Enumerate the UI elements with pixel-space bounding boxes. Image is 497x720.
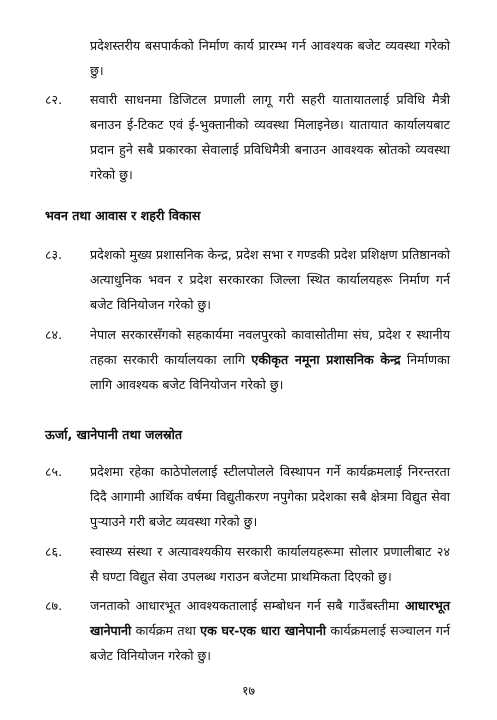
paragraph-number: ८७. — [45, 598, 63, 613]
text-run: प्रदेशको मुख्य प्रशासनिक केन्द्र, प्रदेश सभा र गण्डकी प्रदेश प्रशिक्षण प्रतिष्ठानको अत्याधुनिक भवन र प्रदेश सरकारका जिल्ला स्थित कार्यालयहरू निर्माण गर्न बजेट विनियोजन गरेको छु। — [90, 247, 450, 312]
paragraph-number: ८४. — [45, 327, 63, 342]
section-heading-housing: भवन तथा आवास र शहरी विकास — [45, 208, 201, 223]
paragraph-84 — [45, 322, 450, 397]
text-run: स्वास्थ्य संस्था र अत्यावश्यकीय सरकारी कार्यालयहरूमा सोलार प्रणालीबाट २४ सै घण्टा विद्युत सेवा उपलब्ध गराउन बजेटमा प्राथमिकता दिएको छु। — [90, 544, 450, 584]
text-run: प्रदेशमा रहेका काठेपोललाई स्टीलपोलले विस्थापन गर्ने कार्यक्रमलाई निरन्तरता दिदै आगामी आर्थिक वर्षमा विद्युतीकरण नपुगेका प्रदेशका सबै क्षेत्रमा विद्युत सेवा पुर्‍याउने गरी बजेट व्यवस्था गरेको छु। — [90, 464, 450, 529]
paragraph-83 — [45, 242, 450, 317]
paragraph-number: ८३. — [45, 247, 63, 262]
paragraph-number: ८२. — [45, 92, 63, 107]
emphasized-text: आधारभूत खानेपानी — [90, 598, 450, 638]
emphasized-text: एक घर-एक धारा खानेपानी — [200, 623, 327, 638]
paragraph-86 — [45, 539, 450, 589]
paragraph-text — [90, 87, 450, 187]
continuation-paragraph: प्रदेशस्तरीय बसपार्कको निर्माण कार्य प्रारम्भ गर्न आवश्यक बजेट व्यवस्था गरेको छु। — [90, 38, 450, 78]
section-heading-energy: ऊर्जा, खानेपानी तथा जलस्रोत — [45, 427, 183, 442]
paragraph-85 — [45, 459, 450, 534]
paragraph-text — [90, 593, 450, 668]
page-number: १७ — [241, 683, 256, 698]
paragraph-number: ८५. — [45, 464, 63, 479]
text-run: सवारी साधनमा डिजिटल प्रणाली लागू गरी सहरी यातायातलाई प्रविधि मैत्री बनाउन ई-टिकट एवं ई-भुक्तानीको व्यवस्था मिलाइनेछ। यातायात कार्यालयबाट प्रदान हुने सबै प्रकारका सेवालाई प्रविधिमैत्री बनाउन आवश्यक स्रोतको व्यवस्था गरेको छु। — [90, 92, 450, 182]
paragraph-82 — [45, 87, 450, 187]
text-run: निर्माणका लागि आवश्यक बजेट विनियोजन गरेको छु। — [90, 352, 450, 392]
text-run: कार्यक्रमलाई सञ्चालन गर्न बजेट विनियोजन गरेको छु। — [90, 623, 450, 663]
paragraph-87 — [45, 593, 450, 668]
paragraph-number: ८६. — [45, 544, 63, 559]
paragraph-text — [90, 539, 450, 589]
paragraph-text — [90, 322, 450, 397]
text-run: जनताको आधारभूत आवश्यकतालाई सम्बोधन गर्न सबै गाउँबस्तीमा — [90, 598, 405, 613]
text-run: कार्यक्रम तथा — [131, 623, 201, 638]
emphasized-text: एकीकृत नमूना प्रशासनिक केन्द्र — [251, 352, 401, 367]
paragraph-text — [90, 242, 450, 317]
paragraph-text — [90, 459, 450, 534]
text-run: नेपाल सरकारसँगको सहकार्यमा नवलपुरको कावासोतीमा संघ, प्रदेश र स्थानीय तहका सरकारी कार्यालयका लागि — [90, 327, 450, 367]
